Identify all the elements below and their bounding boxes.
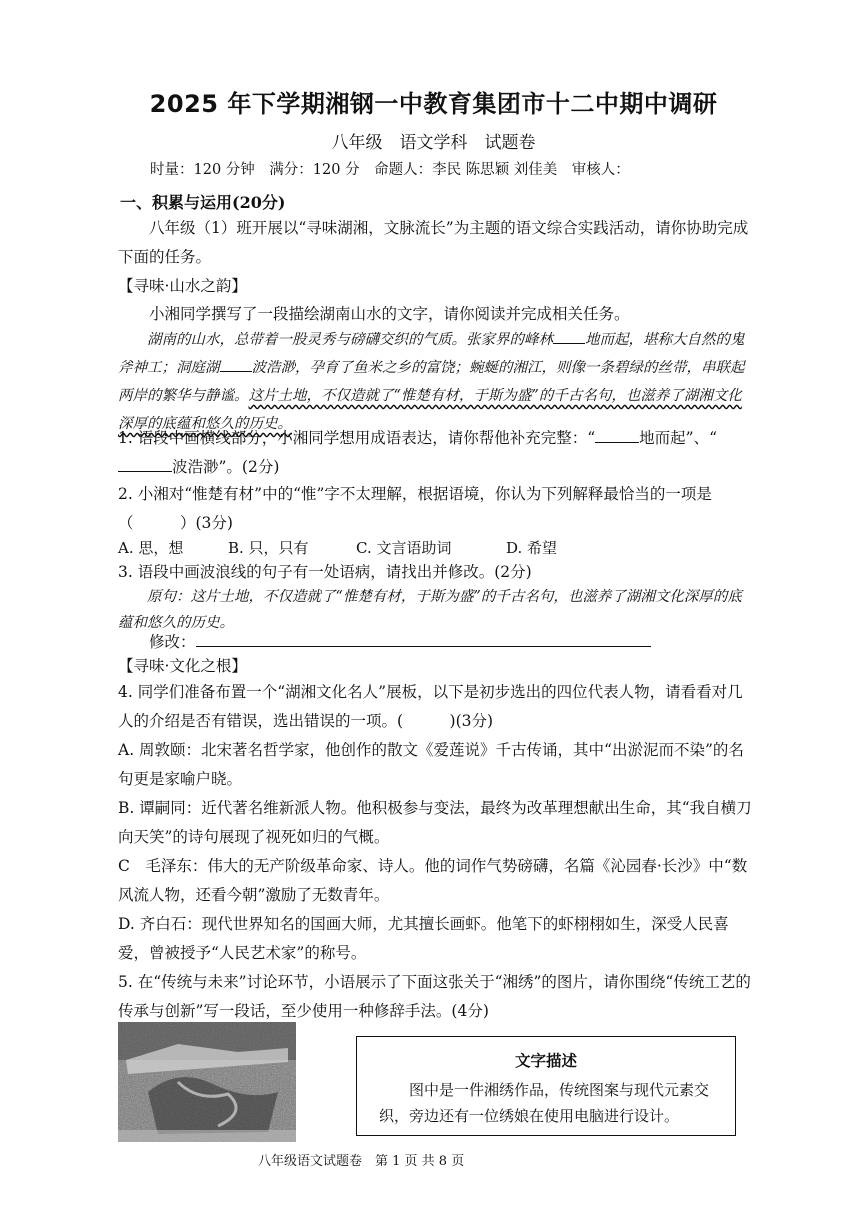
passage-part-c: 波浩渺，孕育了鱼米之乡的富饶；蜿蜒的湘江，则像一条碧绿的丝带，串联起两岸的繁华与静谧。: [118, 360, 745, 404]
exam-meta: 时量：120 分钟 满分：120 分 命题人：李民 陈思颖 刘佳美 审核人：: [150, 162, 630, 178]
section-heading: 一、积累与运用(20分): [120, 193, 286, 212]
q2-option-d: D. 希望: [506, 539, 558, 557]
q2-option-b: B. 只，只有: [228, 539, 309, 557]
q1-text-c: 波浩渺”。(2分): [172, 458, 280, 476]
part2-label: 【寻味·文化之根】: [118, 657, 247, 675]
passage: [118, 326, 754, 438]
q1-text-a: 1. 语段中画横线部分，小湘同学想用成语表达，请你帮他补充完整：“: [118, 429, 596, 447]
question-3: 3. 语段中画波浪线的句子有一处语病，请找出并修改。(2分): [118, 563, 532, 581]
q4-option-b: B. 谭嗣同：近代著名维新派人物。他积极参与变法，最终为改革理想献出生命，其“我自横刀向天笑”的诗句展现了视死如归的气概。: [118, 799, 752, 846]
passage-blank-2: [220, 357, 252, 372]
photo-image: [118, 1022, 296, 1142]
page-footer: 八年级语文试题卷 第 1 页 共 8 页: [258, 1154, 465, 1169]
q3-answer-line: [196, 632, 651, 647]
q1-blank-1: [595, 428, 639, 443]
passage-part-b: 地而起，堪称大自然的鬼斧神工；洞庭湖: [118, 332, 745, 376]
question-2: 2. 小湘对“惟楚有材”中的“惟”字不太理解，根据语境，你认为下列解释最恰当的一项是（ ）(3分): [118, 485, 712, 532]
xiang-embroidery-photo: [118, 1022, 296, 1142]
intro-paragraph: 八年级（1）班开展以“寻味湖湘，文脉流长”为主题的语文综合实践活动，请你协助完成下面的任务。: [118, 219, 749, 266]
page-title: 2025 年下学期湘钢一中教育集团市十二中期中调研: [149, 90, 718, 118]
passage-part-a: 湖南的山水，总带着一股灵秀与磅礴交织的气质。张家界的峰林: [147, 332, 553, 348]
page-subtitle: 八年级 语文学科 试题卷: [331, 133, 536, 153]
text-description-box: [356, 1036, 736, 1136]
passage-blank-1: [553, 329, 585, 344]
q2-option-a: A. 思，想: [118, 539, 184, 557]
box-title: 文字描述: [514, 1052, 577, 1070]
question-5: 5. 在“传统与未来”讨论环节，小语展示了下面这张关于“湘绣”的图片，请你围绕“传统工艺的传承与创新”写一段话，至少使用一种修辞手法。(4分): [118, 973, 751, 1020]
box-body: 图中是一件湘绣作品，传统图案与现代元素交织，旁边还有一位绣娘在使用电脑进行设计。: [379, 1081, 710, 1125]
passage-wavy-sentence: 这片土地，不仅造就了“惟楚有材，于斯为盛”的千古名句，也滋养了湖湘文化深厚的底蕴和悠久的历史。: [118, 388, 742, 432]
question-1: [118, 424, 754, 482]
part1-intro: 小湘同学撰写了一段描绘湖南山水的文字，请你阅读并完成相关任务。: [149, 305, 630, 323]
q4-option-d: D. 齐白石：现代世界知名的国画大师，尤其擅长画虾。他笔下的虾栩栩如生，深受人民喜爱，曾被授予“人民艺术家”的称号。: [118, 915, 729, 962]
question-4: 4. 同学们准备布置一个“湖湘文化名人”展板，以下是初步选出的四位代表人物，请看看对几人的介绍是否有错误，选出错误的一项。( )(3分): [118, 683, 743, 730]
q1-blank-2: [118, 457, 172, 472]
q2-option-c: C. 文言语助词: [356, 539, 452, 557]
q1-text-b: 地而起”、“: [639, 429, 718, 447]
q4-option-a: A. 周敦颐：北宋著名哲学家，他创作的散文《爱莲说》千古传诵，其中“出淤泥而不染”的名句更是家喻户晓。: [118, 741, 744, 788]
q3-fix-label: 修改：: [149, 633, 196, 651]
q3-original: 原句：这片土地，不仅造就了“惟楚有材，于斯为盛”的千古名句，也滋养了湖湘文化深厚的底蕴和悠久的历史。: [118, 589, 742, 631]
part1-label: 【寻味·山水之韵】: [118, 277, 247, 295]
q4-option-c: C 毛泽东：伟大的无产阶级革命家、诗人。他的词作气势磅礴，名篇《沁园春·长沙》中“数风流人物，还看今朝”激励了无数青年。: [118, 857, 748, 904]
